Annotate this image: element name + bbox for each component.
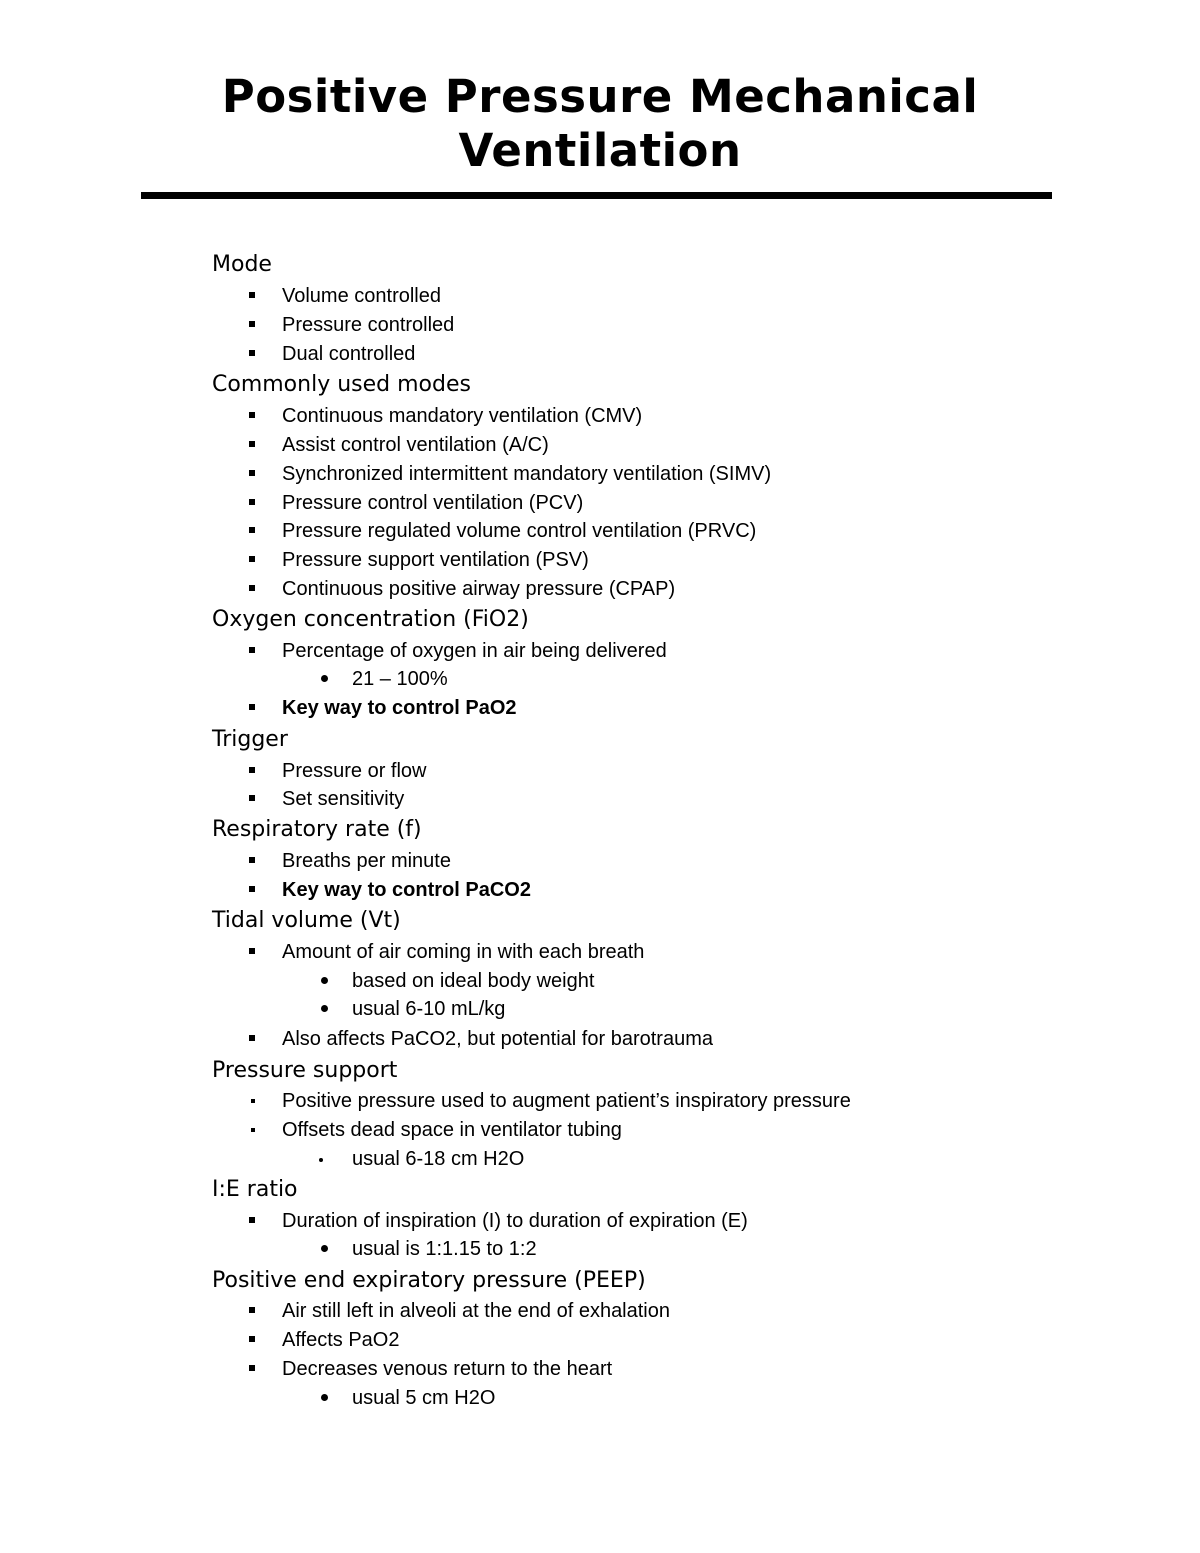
square-bullet	[249, 556, 255, 562]
section-heading-trigger: Trigger	[212, 727, 288, 752]
square-bullet	[249, 292, 255, 298]
square-bullet	[249, 441, 255, 447]
list-item: Air still left in alveoli at the end of exhalation	[282, 1300, 670, 1322]
sub-list-item: usual 6-18 cm H2O	[352, 1148, 525, 1170]
square-bullet	[249, 767, 255, 773]
list-item: Continuous positive airway pressure (CPAP)	[282, 578, 676, 600]
square-bullet	[249, 857, 255, 863]
square-bullet	[249, 1217, 255, 1223]
list-item-emphasis: Key way to control PaCO2	[282, 879, 531, 901]
round-bullet	[321, 1245, 328, 1252]
list-item: Affects PaO2	[282, 1329, 400, 1351]
square-bullet	[249, 350, 255, 356]
section-heading-resp-rate: Respiratory rate (f)	[212, 817, 422, 842]
square-bullet	[249, 470, 255, 476]
round-bullet	[321, 977, 328, 984]
section-heading-mode: Mode	[212, 252, 272, 277]
square-bullet	[249, 1307, 255, 1313]
list-item: Percentage of oxygen in air being delivered	[282, 640, 667, 662]
square-bullet	[249, 948, 255, 954]
round-bullet	[319, 1158, 323, 1162]
square-bullet	[249, 795, 255, 801]
square-bullet	[249, 321, 255, 327]
square-bullet	[249, 647, 255, 653]
section-heading-tidal-volume: Tidal volume (Vt)	[212, 908, 401, 933]
square-bullet	[249, 527, 255, 533]
list-item: Decreases venous return to the heart	[282, 1358, 613, 1380]
list-item: Offsets dead space in ventilator tubing	[282, 1119, 622, 1141]
title-divider	[141, 192, 1052, 199]
list-item-emphasis: Key way to control PaO2	[282, 697, 517, 719]
list-item: Pressure regulated volume control ventilation (PRVC)	[282, 520, 757, 542]
section-heading-pressure-support: Pressure support	[212, 1058, 398, 1083]
list-item: Pressure controlled	[282, 314, 455, 336]
title-line-1: Positive Pressure Mechanical	[221, 70, 979, 123]
square-bullet	[249, 1336, 255, 1342]
list-item: Dual controlled	[282, 343, 416, 365]
list-item: Synchronized intermittent mandatory ventilation (SIMV)	[282, 463, 772, 485]
sub-list-item: usual 5 cm H2O	[352, 1387, 496, 1409]
square-bullet	[249, 499, 255, 505]
sub-list-item: 21 – 100%	[352, 668, 448, 690]
round-bullet	[321, 675, 328, 682]
square-bullet	[249, 886, 255, 892]
section-heading-fio2: Oxygen concentration (FiO2)	[212, 607, 529, 632]
square-bullet	[249, 704, 255, 710]
list-item: Set sensitivity	[282, 788, 405, 810]
square-bullet	[251, 1099, 255, 1103]
square-bullet	[249, 1035, 255, 1041]
list-item: Pressure control ventilation (PCV)	[282, 492, 584, 514]
round-bullet	[321, 1394, 328, 1401]
sub-list-item: based on ideal body weight	[352, 970, 595, 992]
square-bullet	[249, 1365, 255, 1371]
list-item: Amount of air coming in with each breath	[282, 941, 645, 963]
list-item: Volume controlled	[282, 285, 441, 307]
list-item: Continuous mandatory ventilation (CMV)	[282, 405, 643, 427]
section-heading-ie-ratio: I:E ratio	[212, 1177, 298, 1202]
square-bullet	[251, 1128, 255, 1132]
sub-list-item: usual 6-10 mL/kg	[352, 998, 506, 1020]
section-heading-peep: Positive end expiratory pressure (PEEP)	[212, 1268, 646, 1293]
sub-list-item: usual is 1:1.15 to 1:2	[352, 1238, 537, 1260]
section-heading-common-modes: Commonly used modes	[212, 372, 471, 397]
list-item: Also affects PaCO2, but potential for barotrauma	[282, 1028, 713, 1050]
list-item: Duration of inspiration (I) to duration of expiration (E)	[282, 1210, 748, 1232]
list-item: Assist control ventilation (A/C)	[282, 434, 549, 456]
square-bullet	[249, 585, 255, 591]
square-bullet	[249, 412, 255, 418]
list-item: Breaths per minute	[282, 850, 451, 872]
list-item: Positive pressure used to augment patient’s inspiratory pressure	[282, 1090, 851, 1112]
list-item: Pressure or flow	[282, 760, 427, 782]
round-bullet	[321, 1005, 328, 1012]
title-line-2: Ventilation	[458, 124, 742, 177]
list-item: Pressure support ventilation (PSV)	[282, 549, 589, 571]
